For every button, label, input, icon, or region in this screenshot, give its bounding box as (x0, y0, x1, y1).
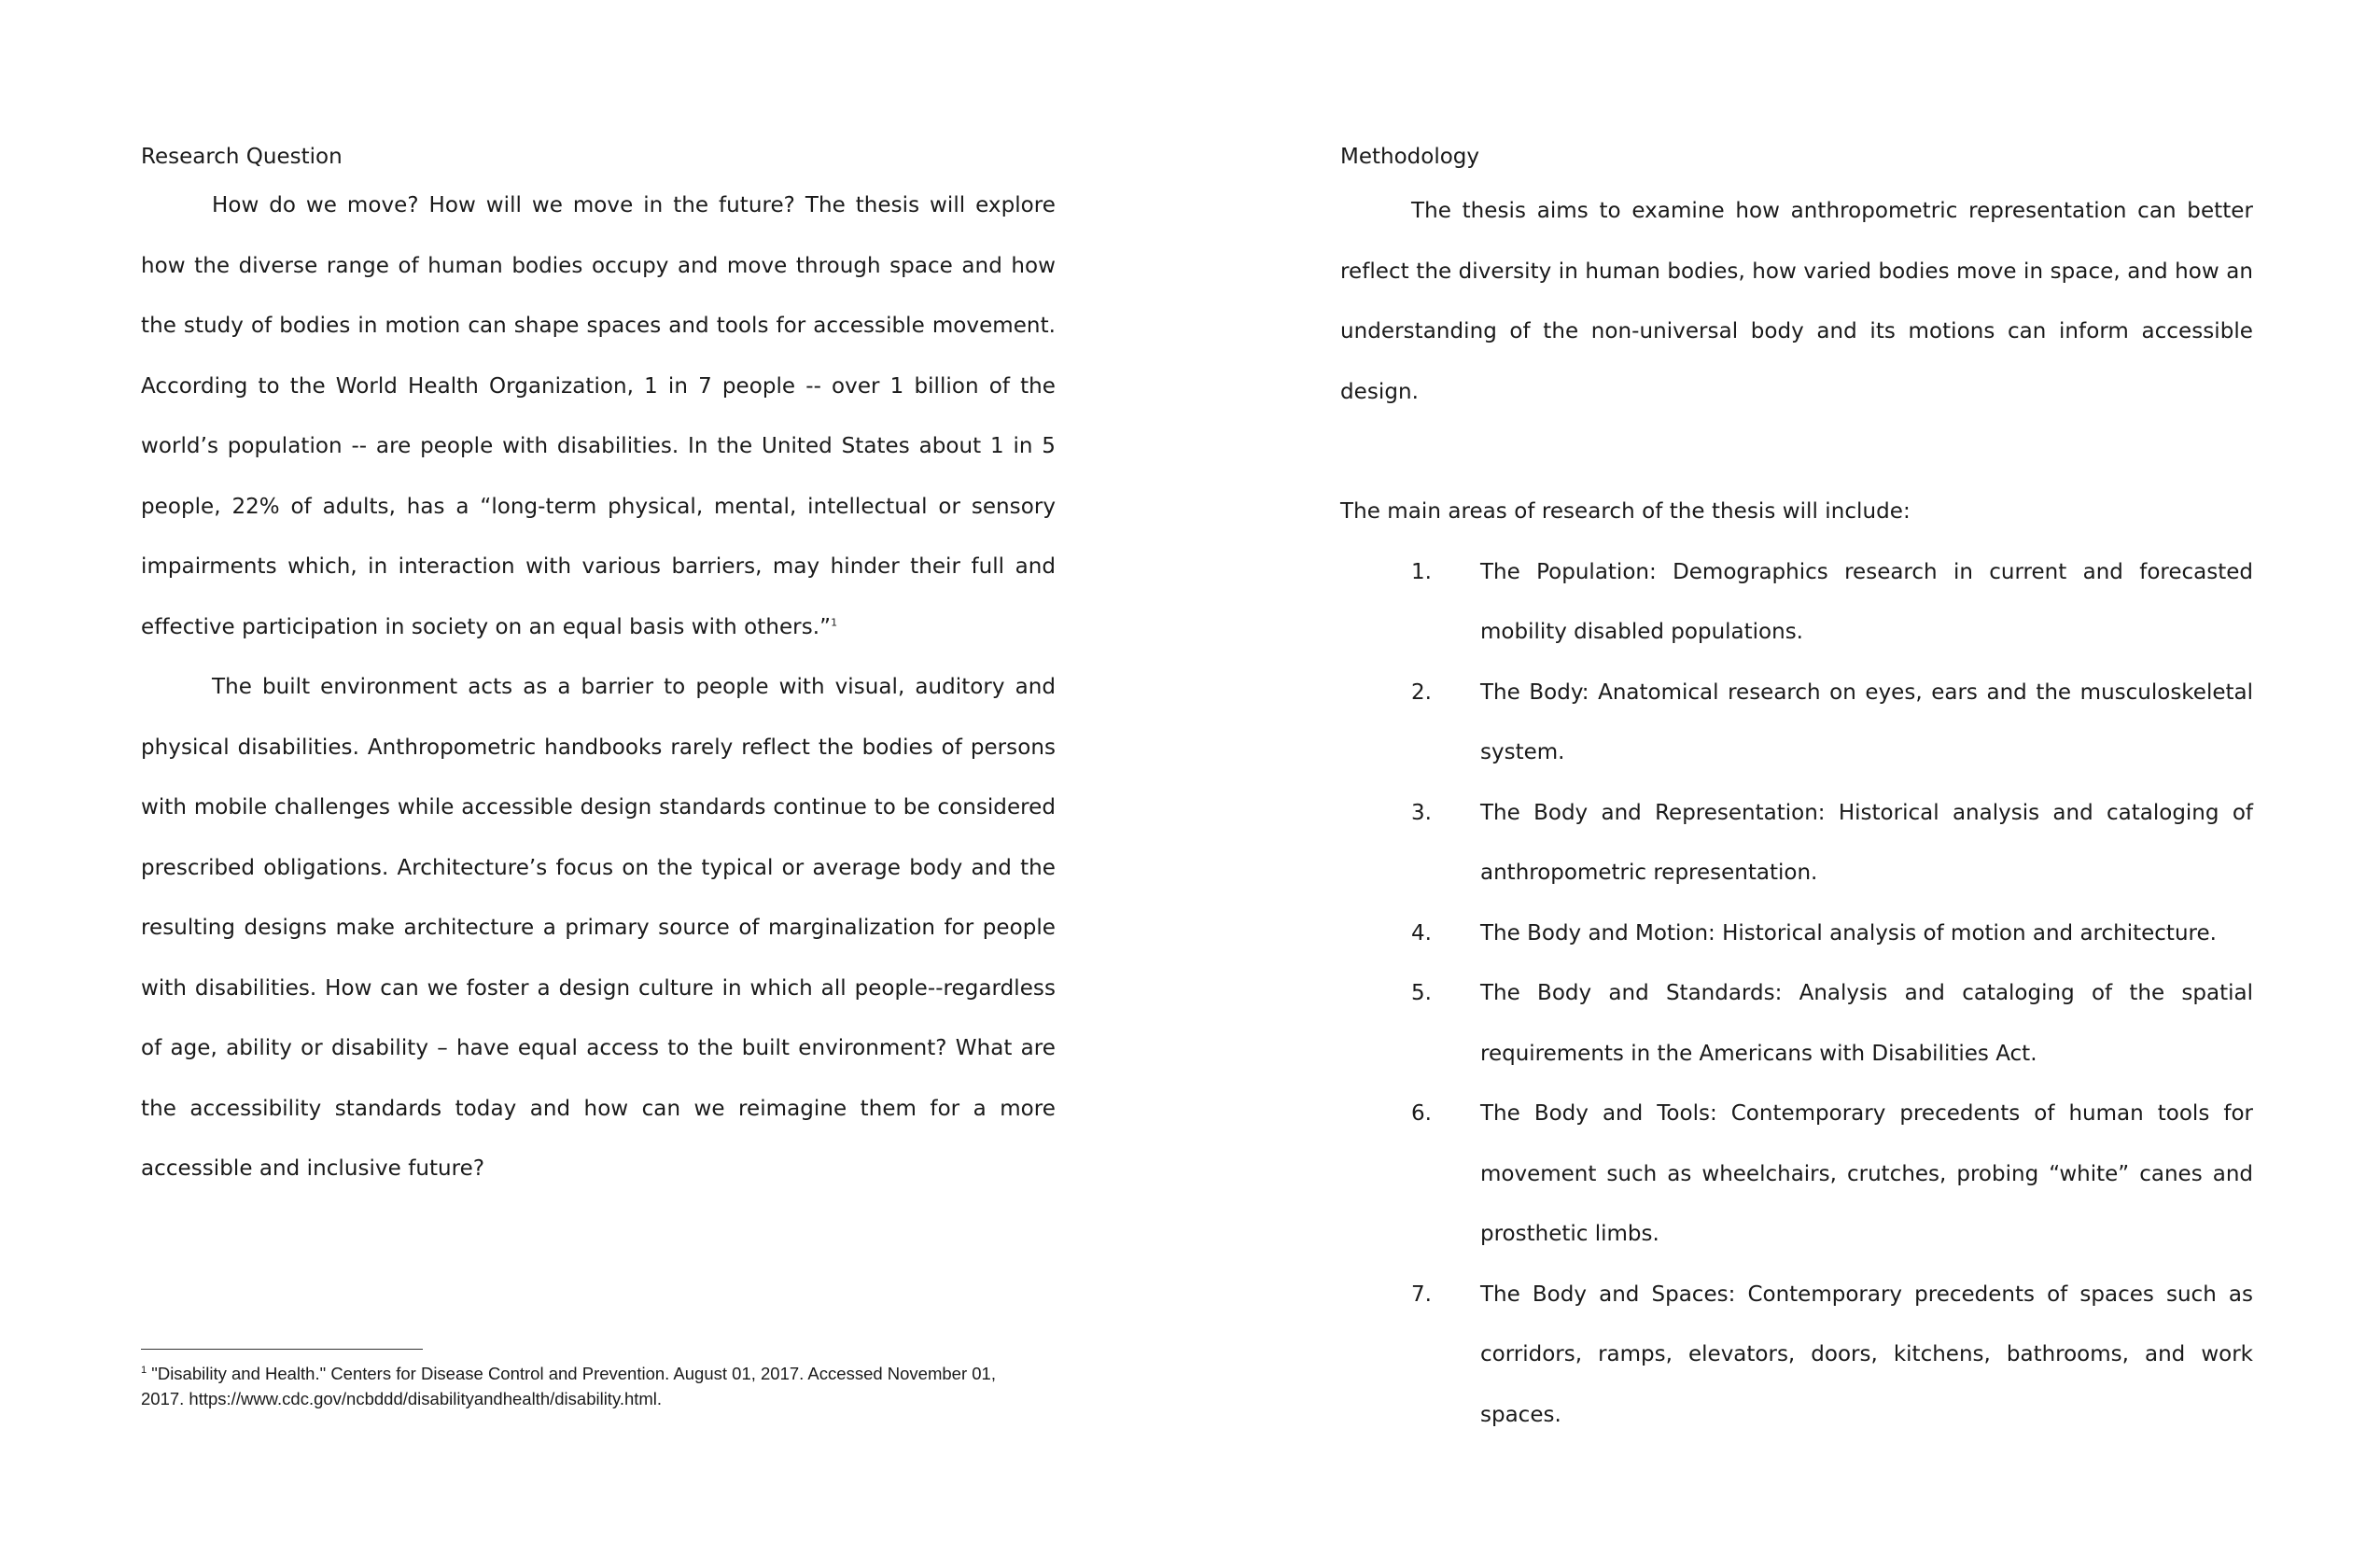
list-item-text: The Body and Tools: Contemporary precedents of human tools for movement such as wheelchairs, crutches, probing “white” canes and prosthetic limbs. (1480, 1101, 2253, 1246)
list-item (1340, 542, 2253, 663)
list-item (1340, 783, 2253, 904)
footnote-reference[interactable]: 1 (831, 615, 838, 628)
research-areas-list (1340, 542, 2253, 1446)
research-question-heading: Research Question (141, 145, 343, 169)
methodology-section (1340, 138, 2253, 1445)
list-item-number: 3. (1411, 800, 1432, 825)
list-item (1340, 904, 2253, 964)
list-item-text: The Body and Standards: Analysis and cataloging of the spatial requirements in the Americans with Disabilities Act. (1480, 981, 2253, 1066)
list-item (1340, 1265, 2253, 1446)
footnote-marker: 1 (141, 1364, 147, 1376)
paragraph-spacer (1340, 422, 2253, 482)
list-item (1340, 963, 2253, 1084)
list-item-text: The Body and Motion: Historical analysis of motion and architecture. (1480, 920, 2217, 946)
list-item-text: The Population: Demographics research in current and forecasted mobility disabled populations. (1480, 559, 2253, 644)
list-item-number: 1. (1411, 559, 1432, 584)
research-question-section (141, 138, 1056, 1199)
research-question-paragraph-1-text: How do we move? How will we move in the future? The thesis will explore how the diverse range of human bodies occupy and move through space and how the study of bodies in motion can shape spaces and tools for accessible movement. According to the World Health Organization, 1 in 7 people -- over 1 billion of the world’s population -- are people with disabilities. In the United States about 1 in 5 people, 22% of adults, has a “long-term physical, mental, intellectual or sensory impairments which, in interaction with various barriers, may hinder their full and effective participation in society on an equal basis with others.” (141, 193, 1056, 639)
list-item-number: 5. (1411, 981, 1432, 1005)
research-areas-intro: The main areas of research of the thesis will include: (1340, 499, 1911, 524)
footnote (141, 1361, 1037, 1411)
methodology-heading: Methodology (1340, 145, 1480, 169)
list-item (1340, 663, 2253, 783)
list-item-number: 2. (1411, 679, 1432, 705)
list-item-number: 4. (1411, 920, 1432, 946)
list-item-text: The Body and Spaces: Contemporary precedents of spaces such as corridors, ramps, elevators, doors, kitchens, bathrooms, and work spaces. (1480, 1282, 2253, 1427)
footnote-separator (141, 1349, 423, 1350)
methodology-paragraph: The thesis aims to examine how anthropometric representation can better reflect the diversity in human bodies, how varied bodies move in space, and how an understanding of the non-universal body and its motions can inform accessible design. (1340, 199, 2253, 404)
research-question-paragraph-2: The built environment acts as a barrier to people with visual, auditory and physical disabilities. Anthropometric handbooks rarely reflect the bodies of persons with mobile challenges while accessible design standards continue to be considered prescribed obligations. Architecture’s focus on the typical or average body and the resulting designs make architecture a primary source of marginalization for people with disabilities. How can we foster a design culture in which all people--regardless of age, ability or disability – have equal access to the built environment? What are the accessibility standards today and how can we reimagine them for a more accessible and inclusive future? (141, 675, 1056, 1181)
footnote-text: "Disability and Health." Centers for Disease Control and Prevention. August 01, 2017. Accessed November 01, 2017. https://www.cdc.gov/ncbddd/disabilityandhealth/disability.html. (141, 1364, 996, 1408)
list-item-number: 6. (1411, 1101, 1432, 1126)
list-item-text: The Body and Representation: Historical analysis and cataloging of anthropometric representation. (1480, 800, 2253, 885)
list-item-number: 7. (1411, 1282, 1432, 1307)
list-item-text: The Body: Anatomical research on eyes, ears and the musculoskeletal system. (1480, 679, 2253, 764)
list-item (1340, 1084, 2253, 1265)
research-question-paragraph-1 (141, 175, 1056, 657)
